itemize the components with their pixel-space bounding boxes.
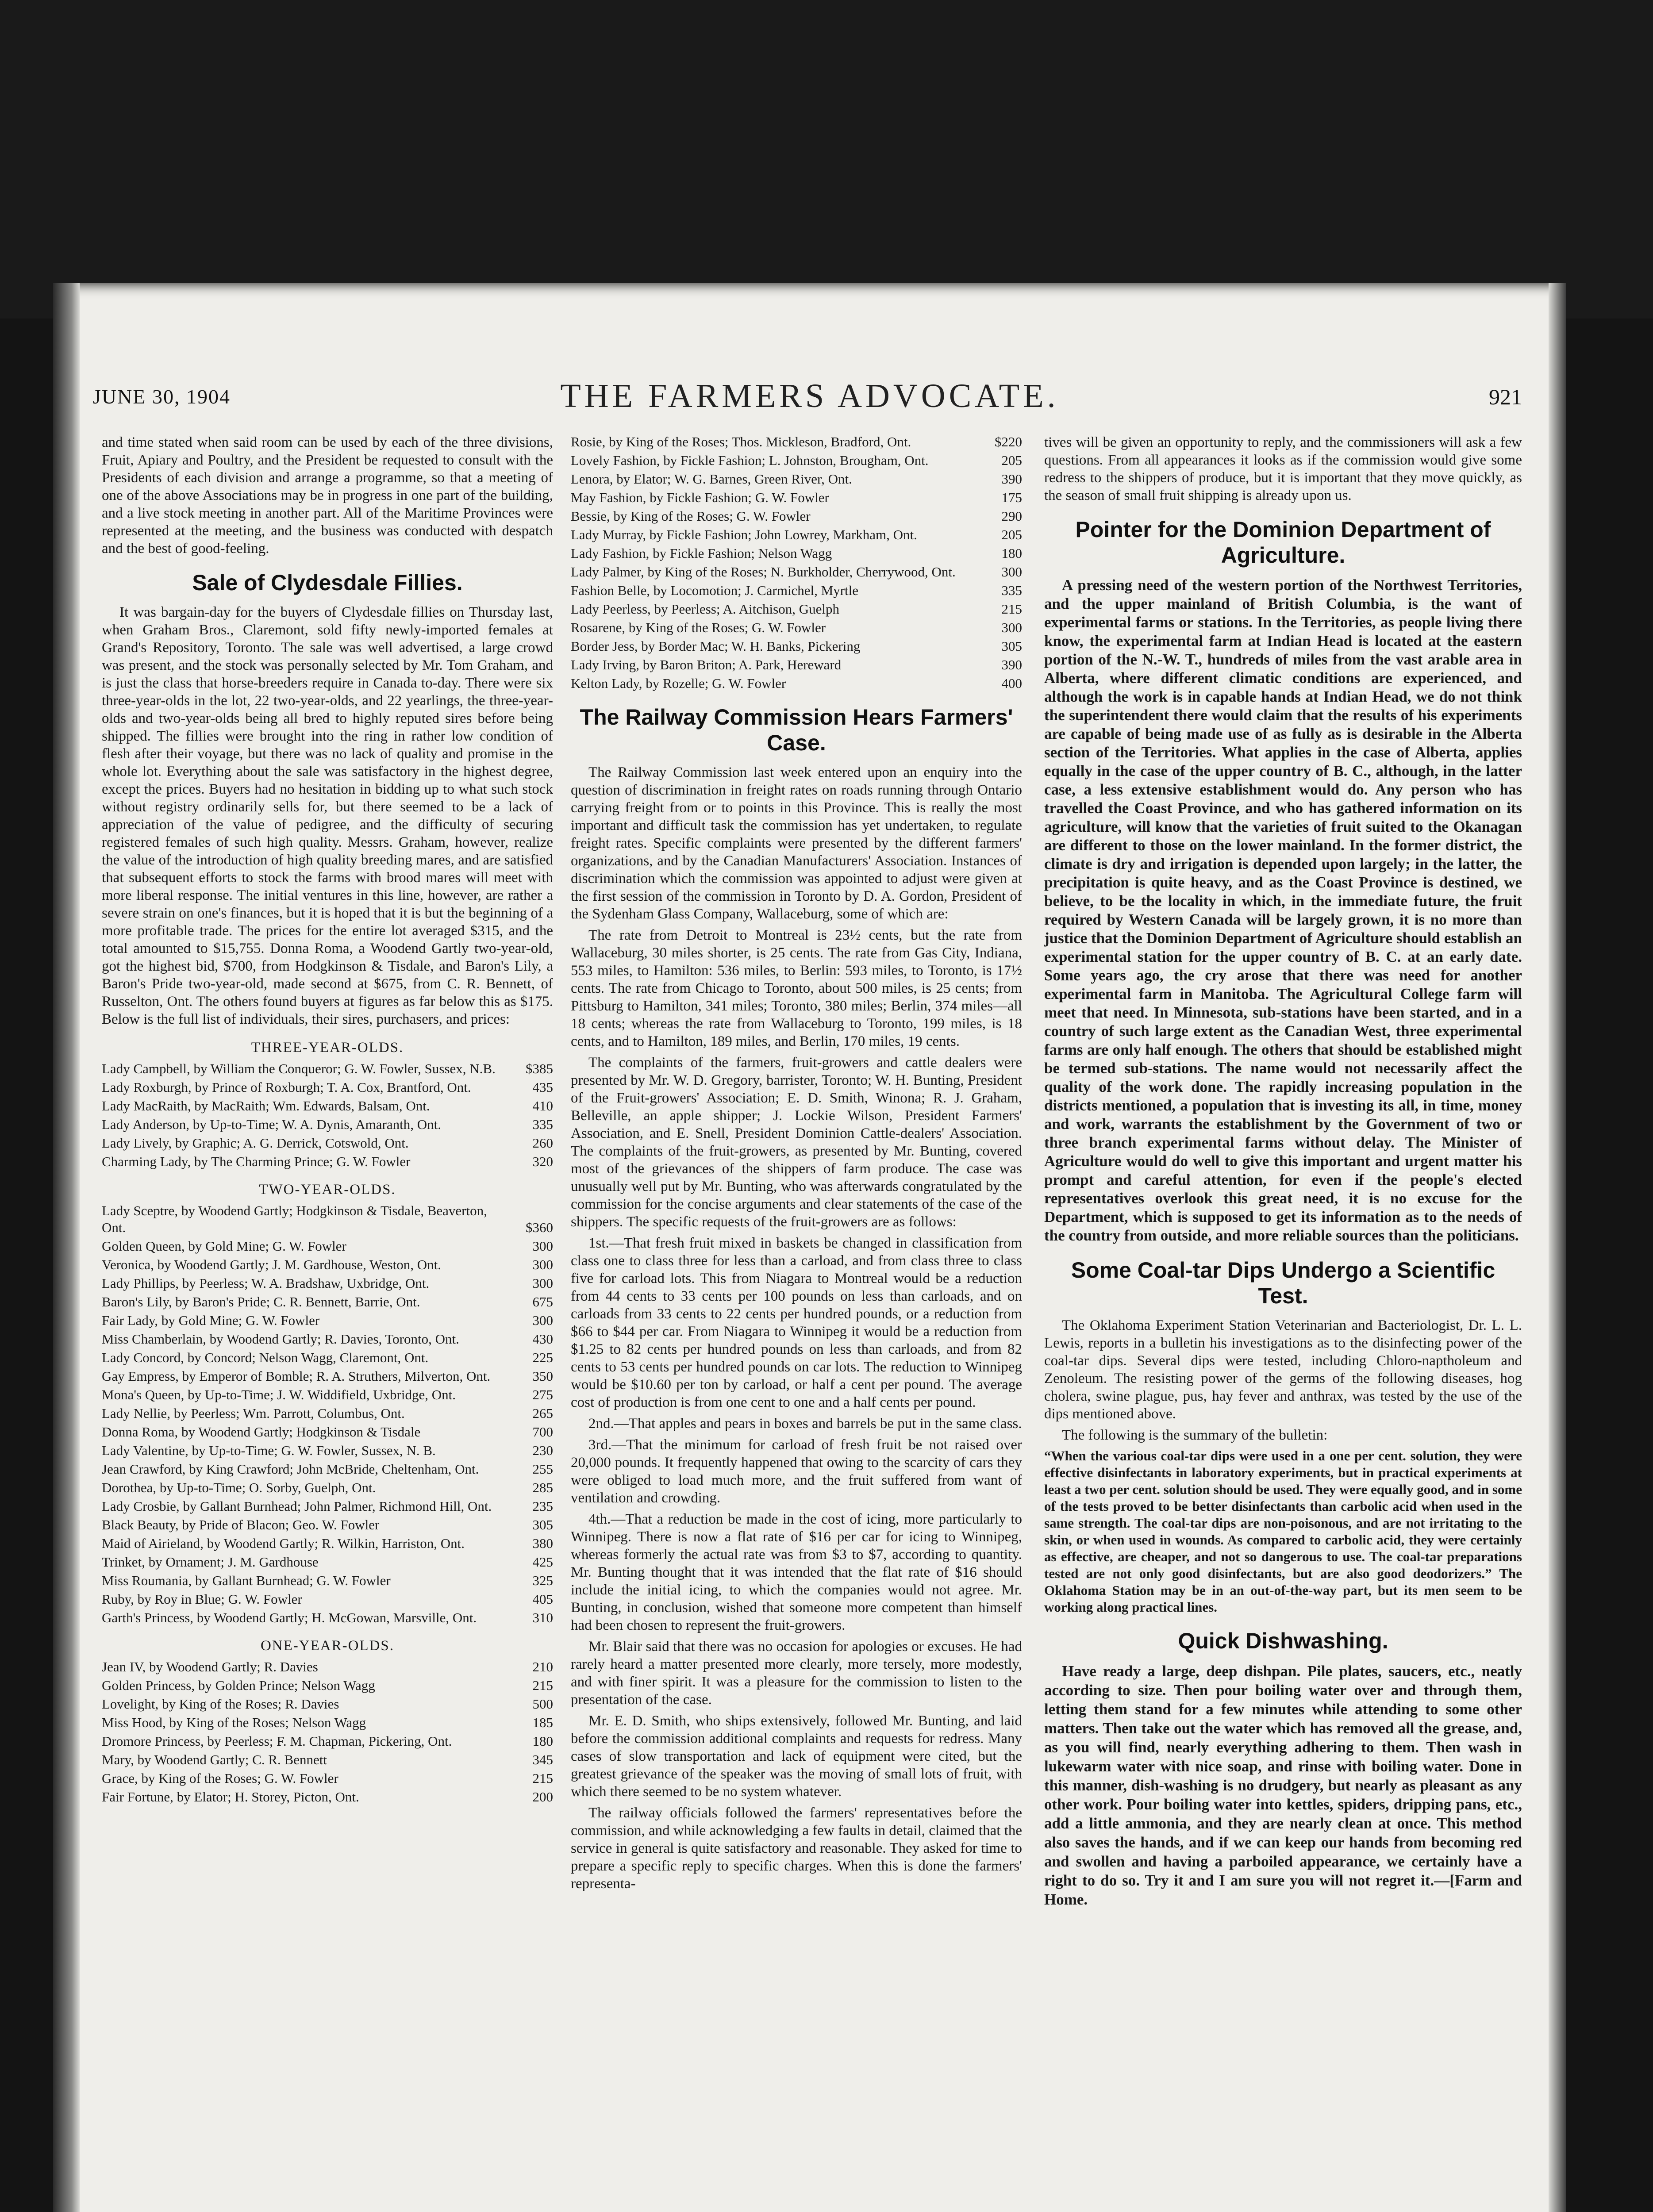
article-paragraph: The complaints of the farmers, fruit-growers and cattle dealers were presented by Mr. W. D. Gregory, barrister, Toronto; W. H. Bunting, President of the Fruit-growers' Association; E. D. Smith, Winona; R. J. Graham, Belleville, an apple shipper; J. Lockie Wilson, President Farmers' Association, and E. Snell, President Dominion Cattle-dealers' Association. The complaints of the fruit-growers, as presented by Mr. Bunting, covered most of the grievances of the shippers of farm produce. The case was unusually well put by Mr. Bunting, who was afterwards congratulated by the commission for the concise arguments and clear statements of the case of the shippers. The specific requests of the fruit-growers are as follows:	[571, 1055, 1022, 1230]
article-paragraph: A pressing need of the western portion of the Northwest Territories, and the upper mainland of British Columbia, is the want of experimental farms or stations. In the Territories, as people living there know, the experimental farm at Indian Head is located at the eastern portion of the N.-W. T., hundreds of miles from the vast arable area in Alberta, where different climatic conditions are experienced, and although the work is in capable hands at Indian Head, we do not think the superintendent there would claim that the results of his experiments are capable of being made use of as fully as is desirable in the Alberta section of the Territories. What applies in the case of Alberta, applies equally in the case of the upper country of B. C., although, in the latter case, a less extensive establishment would do. Any person who has travelled the Coast Province, and who has gathered information on its agriculture, will know that the varieties of fruit suited to the Okanagan are different to those on the lower mainland. In the former district, the climate is dry and irrigation is depended upon largely; in the latter, the precipitation is quite heavy, and as the Coast Province is destined, we believe, to be the locality in which, in the immediate future, the fruit required by Western Canada will be largely grown, it is no more than justice that the Dominion Department of Agriculture should establish an experimental station for the upper country of B. C. at an early date. Some years ago, the cry arose that there was need for another experimental farm in Manitoba. The Agricultural College farm will meet that need. In Minnesota, sub-stations have been started, and in a country of such large extent as the Canadian West, three experimental farms are only half enough. The others that should be established might be termed sub-stations. The name would not necessarily affect the quality of the work done. The rapidly increasing population in the districts mentioned, a population that is investing its all, in time, money and work, warrants the establishment by the Government of two or three branch experimental farms without delay. The Minister of Agriculture would do well to give this important and urgent matter his prompt and careful attention, for even if the people's elected representatives overlook this great need, it is no excuse for the Department, which is supposed to get its information as to the needs of the country from outside, and more reliable sources than the politicians.	[1044, 576, 1522, 1244]
list-item: Miss Roumania, by Gallant Burnhead; G. W. Fowler 325	[102, 1573, 553, 1588]
list-item: Lady Palmer, by King of the Roses; N. Burkholder, Cherrywood, Ont. 300	[571, 564, 1022, 580]
article-paragraph: Mr. E. D. Smith, who ships extensively, followed Mr. Bunting, and laid before the commission additional complaints and requests for redress. Many cases of slow transportation and lack of equipment were cited, but the greatest grievance of the speaker was the moving of small lots of fruit, with which there seemed to be no system whatever.	[571, 1713, 1022, 1800]
article-paragraph: Mr. Blair said that there was no occasion for apologies or excuses. He had rarely heard a matter presented more clearly, more tersely, more modestly, and with finer spirit. It was a pleasure for the commission to listen to the presentation of the case.	[571, 1639, 1022, 1708]
list-item: Gay Empress, by Emperor of Bomble; R. A. Struthers, Milverton, Ont. 350	[102, 1368, 553, 1384]
list-item: Lady Anderson, by Up-to-Time; W. A. Dynis, Amaranth, Ont. 335	[102, 1117, 553, 1132]
article-paragraph: The Railway Commission last week entered upon an enquiry into the question of discrimination in freight rates on roads running through Ontario carrying freight from or to points in this Province. This is really the most important and difficult task the commission has yet undertaken, to regulate freight rates. Specific complaints were presented by the different farmers' organizations, and by the Canadian Manufacturers' Association. Instances of discrimination which the commission was appointed to adjust were given at the first session of the commission in Toronto by D. A. Gordon, President of the Sydenham Glass Company, Wallaceburg, some of which are:	[571, 764, 1022, 922]
masthead	[80, 372, 1540, 420]
section-title: ONE-YEAR-OLDS.	[260, 1638, 395, 1654]
article-paragraph: 4th.—That a reduction be made in the cost of icing, more particularly to Winnipeg. There is now a flat rate of $16 per car for icing to Winnipeg, whereas formerly the actual rate was from $3 to $7, according to quantity. Mr. Bunting thought that it was intended that the flat rate of $16 should include the initial icing, to which the companies would not agree. Mr. Bunting, in conclusion, wished that someone more competent than himself had been chosen to represent the fruit-growers.	[571, 1511, 1022, 1633]
list-item: Lady Roxburgh, by Prince of Roxburgh; T. A. Cox, Brantford, Ont. 435	[102, 1079, 553, 1095]
list-item: Fashion Belle, by Locomotion; J. Carmichel, Myrtle 335	[571, 583, 1022, 598]
publication-title: THE FARMERS ADVOCATE.	[560, 377, 1059, 415]
list-item: Dorothea, by Up-to-Time; O. Sorby, Guelph, Ont. 285	[102, 1480, 553, 1495]
list-item: Lady Lively, by Graphic; A. G. Derrick, Cotswold, Ont. 260	[102, 1135, 553, 1151]
sale-list-three-year-olds	[102, 1060, 553, 1170]
list-item: Lady Sceptre, by Woodend Gartly; Hodgkinson & Tisdale, Beaverton, Ont. $360	[102, 1203, 553, 1235]
list-item: Charming Lady, by The Charming Prince; G. W. Fowler 320	[102, 1154, 553, 1169]
list-item: Fair Lady, by Gold Mine; G. W. Fowler 300	[102, 1313, 553, 1328]
article-paragraph: 3rd.—That the minimum for carload of fresh fruit be not raised over 20,000 pounds. It frequently happened that owing to the scarcity of cars they were obliged to load much more, and the fruit suffered from want of ventilation and crowding.	[571, 1437, 1022, 1506]
list-item: Trinket, by Ornament; J. M. Gardhouse 425	[102, 1554, 553, 1570]
article-paragraph: tives will be given an opportunity to reply, and the commissioners will ask a few questions. From all appearances it looks as if the commission would give some redress to the shippers of produce, but it is important that they move quickly, as the season of small fruit shipping is already upon us.	[1044, 434, 1522, 503]
column-2	[571, 434, 1022, 2212]
list-item: Lovely Fashion, by Fickle Fashion; L. Johnston, Brougham, Ont. 205	[571, 453, 1022, 468]
list-item: May Fashion, by Fickle Fashion; G. W. Fowler 175	[571, 490, 1022, 505]
list-item: Jean IV, by Woodend Gartly; R. Davies 210	[102, 1659, 553, 1674]
column-1	[102, 434, 553, 2212]
article-paragraph: Have ready a large, deep dishpan. Pile plates, saucers, etc., neatly according to size. Then pour boiling water over and through them, letting them stand for a few minutes while attending to some other matters. Then take out the water which has removed all the grease, and, as you will find, nearly everything adhering to them. Then wash in lukewarm water with nice soap, and rinse with boiling water. Done in this manner, dish-washing is no drudgery, but nearly as pleasant as any other work. Pour boiling water into kettles, spiders, dripping pans, etc., add a little ammonia, and they are nearly clean at once. This method also saves the hands, and if we can keep our hands from becoming red and swollen and having a parboiled appearance, we certainly have a right to do so. Try it and I am sure you will not regret it.—[Farm and Home.	[1044, 1663, 1522, 1908]
sale-list-two-year-olds	[102, 1202, 553, 1626]
list-item: Black Beauty, by Pride of Blacon; Geo. W. Fowler 305	[102, 1517, 553, 1532]
article-paragraph: The rate from Detroit to Montreal is 23½ cents, but the rate from Wallaceburg, 30 miles shorter, is 25 cents. The rate from Gas City, Indiana, 553 miles, to Hamilton: 536 miles, to Berlin: 593 miles, to Toronto, is 17½ cents. The rate from Chicago to Toronto, about 500 miles, is 25 cents; from Pittsburg to Hamilton, 341 miles; Toronto, 380 miles; Berlin, 374 miles—all 18 cents; whereas the rate from Wallaceburg to Toronto, 199 miles, is 18 cents, and to Hamilton, 189 miles, and Berlin, 170 miles, 19 cents.	[571, 927, 1022, 1049]
list-item: Maid of Airieland, by Woodend Gartly; R. Wilkin, Harriston, Ont. 380	[102, 1536, 553, 1551]
list-item: Lady Crosbie, by Gallant Burnhead; John Palmer, Richmond Hill, Ont. 235	[102, 1498, 553, 1514]
article-body: It was bargain-day for the buyers of Clydesdale fillies on Thursday last, when Graham Bros., Claremont, sold fifty newly-imported females at Grand's Repository, Toronto. The sale was well advertised, a large crowd was present, and the stock was personally selected by Mr. Tom Graham, and is just the class that horse-breeders require in Canada to-day. There were six three-year-olds in the lot, 22 two-year-olds, and 22 yearlings, the three-year-olds and two-year-olds being all bred to highly reputed sires before being shipped. The fillies were brought into the ring in rather low condition of flesh after their voyage, but there was no lack of quality and promise in the whole lot. Everything about the sale was satisfactory in the highest degree, except the prices. Buyers had no hesitation in bidding up to what such stock without registry ordinarily sells for, but there seemed to be a lack of appreciation of the value of pedigree, and the difficulty of securing registered females of such high quality. Messrs. Graham, however, realize the value of the introduction of high quality breeding mares, and are satisfied that subsequent efforts to stock the farms with brood mares will meet with more liberal response. The initial ventures in this line, however, are rather a severe strain on one's finances, but it is hoped that it is but the beginning of a more profitable trade. The prices for the entire lot averaged $315, and the total amounted to $15,755. Donna Roma, a Woodend Gartly two-year-old, got the highest bid, $700, from Hodgkinson & Tisdale, and Baron's Lily, a Baron's Pride two-year-old, made second at $675, from C. R. Bennett, of Russelton, Ont. The others found buyers at figures as far below this as $175. Below is the full list of individuals, their sires, purchasers, and prices:	[102, 604, 553, 1027]
article-heading: Some Coal-tar Dips Undergo a Scientific Test.	[1071, 1258, 1495, 1308]
list-item: Bessie, by King of the Roses; G. W. Fowler 290	[571, 508, 1022, 524]
list-item: Lovelight, by King of the Roses; R. Davies 500	[102, 1696, 553, 1712]
sale-list-continued	[571, 434, 1022, 692]
intro-paragraph: and time stated when said room can be used by each of the three divisions, Fruit, Apiary and Poultry, and the President be requested to consult with the Presidents of each division and arrange a programme, so that a meeting of one of the above Associations may be in progress in one part of the building, and a live stock meeting in another part. All of the Maritime Provinces were represented at the meeting, and the business was conducted with despatch and the best of good-feeling.	[102, 434, 553, 557]
article-heading: Quick Dishwashing.	[1178, 1628, 1388, 1653]
list-item: Miss Chamberlain, by Woodend Gartly; R. Davies, Toronto, Ont. 430	[102, 1331, 553, 1347]
list-item: Mary, by Woodend Gartly; C. R. Bennett 345	[102, 1752, 553, 1767]
list-item: Jean Crawford, by King Crawford; John McBride, Cheltenham, Ont. 255	[102, 1461, 553, 1477]
list-item: Kelton Lady, by Rozelle; G. W. Fowler 400	[571, 676, 1022, 691]
list-item: Baron's Lily, by Baron's Pride; C. R. Bennett, Barrie, Ont. 675	[102, 1294, 553, 1310]
list-item: Rosarene, by King of the Roses; G. W. Fowler 300	[571, 620, 1022, 635]
list-item: Miss Hood, by King of the Roses; Nelson Wagg 185	[102, 1715, 553, 1730]
list-item: Golden Princess, by Golden Prince; Nelson Wagg 215	[102, 1678, 553, 1693]
article-heading: Sale of Clydesdale Fillies.	[192, 570, 463, 595]
article-paragraph: The railway officials followed the farmers' representatives before the commission, and while acknowledging a few faults in detail, claimed that the service in general is quite satisfactory and reasonable. They asked for time to prepare a specific reply to specific charges. When this is done the farmers' representa-	[571, 1805, 1022, 1892]
article-heading: Pointer for the Dominion Department of Agriculture.	[1075, 517, 1491, 568]
list-item: Ruby, by Roy in Blue; G. W. Fowler 405	[102, 1591, 553, 1607]
list-item: Lady MacRaith, by MacRaith; Wm. Edwards, Balsam, Ont. 410	[102, 1098, 553, 1114]
article-heading: The Railway Commission Hears Farmers' Case.	[580, 705, 1013, 755]
issue-date: JUNE 30, 1904	[93, 385, 231, 408]
list-item: Lady Valentine, by Up-to-Time; G. W. Fowler, Sussex, N. B. 230	[102, 1443, 553, 1458]
column-3	[1044, 434, 1522, 2212]
list-item: Golden Queen, by Gold Mine; G. W. Fowler 300	[102, 1238, 553, 1254]
article-paragraph: The Oklahoma Experiment Station Veterinarian and Bacteriologist, Dr. L. L. Lewis, reports in a bulletin his investigations as to the disinfecting power of the coal-tar dips. Several dips were tested, including Chloro-naptholeum and Zenoleum. The resisting power of the germs of the following diseases, hog cholera, swine plague, pus, hay fever and anthrax, was tested by the use of the dips mentioned above.	[1044, 1317, 1522, 1422]
list-item: Garth's Princess, by Woodend Gartly; H. McGowan, Marsville, Ont. 310	[102, 1610, 553, 1625]
list-item: Lady Murray, by Fickle Fashion; John Lowrey, Markham, Ont. 205	[571, 527, 1022, 542]
page-number: 921	[1489, 384, 1522, 409]
list-item: Lady Nellie, by Peerless; Wm. Parrott, Columbus, Ont. 265	[102, 1406, 553, 1421]
list-item: Fair Fortune, by Elator; H. Storey, Picton, Ont. 200	[102, 1789, 553, 1805]
section-title: THREE-YEAR-OLDS.	[251, 1040, 404, 1056]
bulletin-quote: “When the various coal-tar dips were used in a one per cent. solution, they were effective disinfectants in laboratory experiments, but in practical experiments at least a two per cent. solution should be used. They were equally good, and in some of the tests proved to be better disinfectants than carbolic acid when used in the same strength. The coal-tar dips are non-poisonous, and are not irritating to the skin, or when used in wounds. As compared to carbolic acid, they were certainly as effective, are cheaper, and not so dangerous to use. The coal-tar preparations tested are not only good disinfectants, but are also good deodorizers.” The Oklahoma Station may be in an out-of-the-way part, but its men seem to be working along practical lines.	[1044, 1448, 1522, 1615]
article-paragraph: The following is the summary of the bulletin:	[1062, 1427, 1328, 1443]
scan-background	[0, 0, 1653, 319]
list-item: Grace, by King of the Roses; G. W. Fowler 215	[102, 1770, 553, 1786]
article-paragraph: 1st.—That fresh fruit mixed in baskets be changed in classification from class one to class three for less than a carload, and from class three to class five for carload lots. This from Niagara to Montreal would be a reduction from 44 cents to 33 cents per 100 pounds on less than carloads, and on carloads from 33 cents to 22 cents per hundred pounds, or a reduction from $66 to $44 per car. From Niagara to Winnipeg it would be a reduction from $1.25 to 82 cents per hundred pounds on less than carloads, and from 82 cents to 53 cents per hundred pounds on car lots. The reduction to Winnipeg would be $10.60 per ton by carload, or half a cent per pound. The average cost of production is from one cent to one and a half cents per pound.	[571, 1235, 1022, 1410]
list-item: Dromore Princess, by Peerless; F. M. Chapman, Pickering, Ont. 180	[102, 1733, 553, 1749]
list-item: Lady Campbell, by William the Conqueror; G. W. Fowler, Sussex, N.B. $385	[102, 1061, 553, 1076]
newspaper-page	[53, 283, 1566, 2212]
section-title: TWO-YEAR-OLDS.	[259, 1182, 396, 1198]
list-item: Donna Roma, by Woodend Gartly; Hodgkinson & Tisdale 700	[102, 1424, 553, 1440]
binding-edge	[53, 283, 80, 2212]
sale-list-one-year-olds	[102, 1659, 553, 1805]
list-item: Lady Concord, by Concord; Nelson Wagg, Claremont, Ont. 225	[102, 1350, 553, 1365]
list-item: Rosie, by King of the Roses; Thos. Mickleson, Bradford, Ont. $220	[571, 434, 1022, 449]
list-item: Border Jess, by Border Mac; W. H. Banks, Pickering 305	[571, 638, 1022, 654]
list-item: Lady Fashion, by Fickle Fashion; Nelson Wagg 180	[571, 545, 1022, 561]
list-item: Lady Irving, by Baron Briton; A. Park, Hereward 390	[571, 657, 1022, 672]
list-item: Lady Phillips, by Peerless; W. A. Bradshaw, Uxbridge, Ont. 300	[102, 1275, 553, 1291]
list-item: Lady Peerless, by Peerless; A. Aitchison, Guelph 215	[571, 601, 1022, 617]
page-edge	[1549, 283, 1566, 2212]
list-item: Lenora, by Elator; W. G. Barnes, Green River, Ont. 390	[571, 471, 1022, 487]
list-item: Veronica, by Woodend Gartly; J. M. Gardhouse, Weston, Ont. 300	[102, 1257, 553, 1272]
list-item: Mona's Queen, by Up-to-Time; J. W. Widdifield, Uxbridge, Ont. 275	[102, 1387, 553, 1402]
article-paragraph: 2nd.—That apples and pears in boxes and barrels be put in the same class.	[588, 1416, 1022, 1432]
